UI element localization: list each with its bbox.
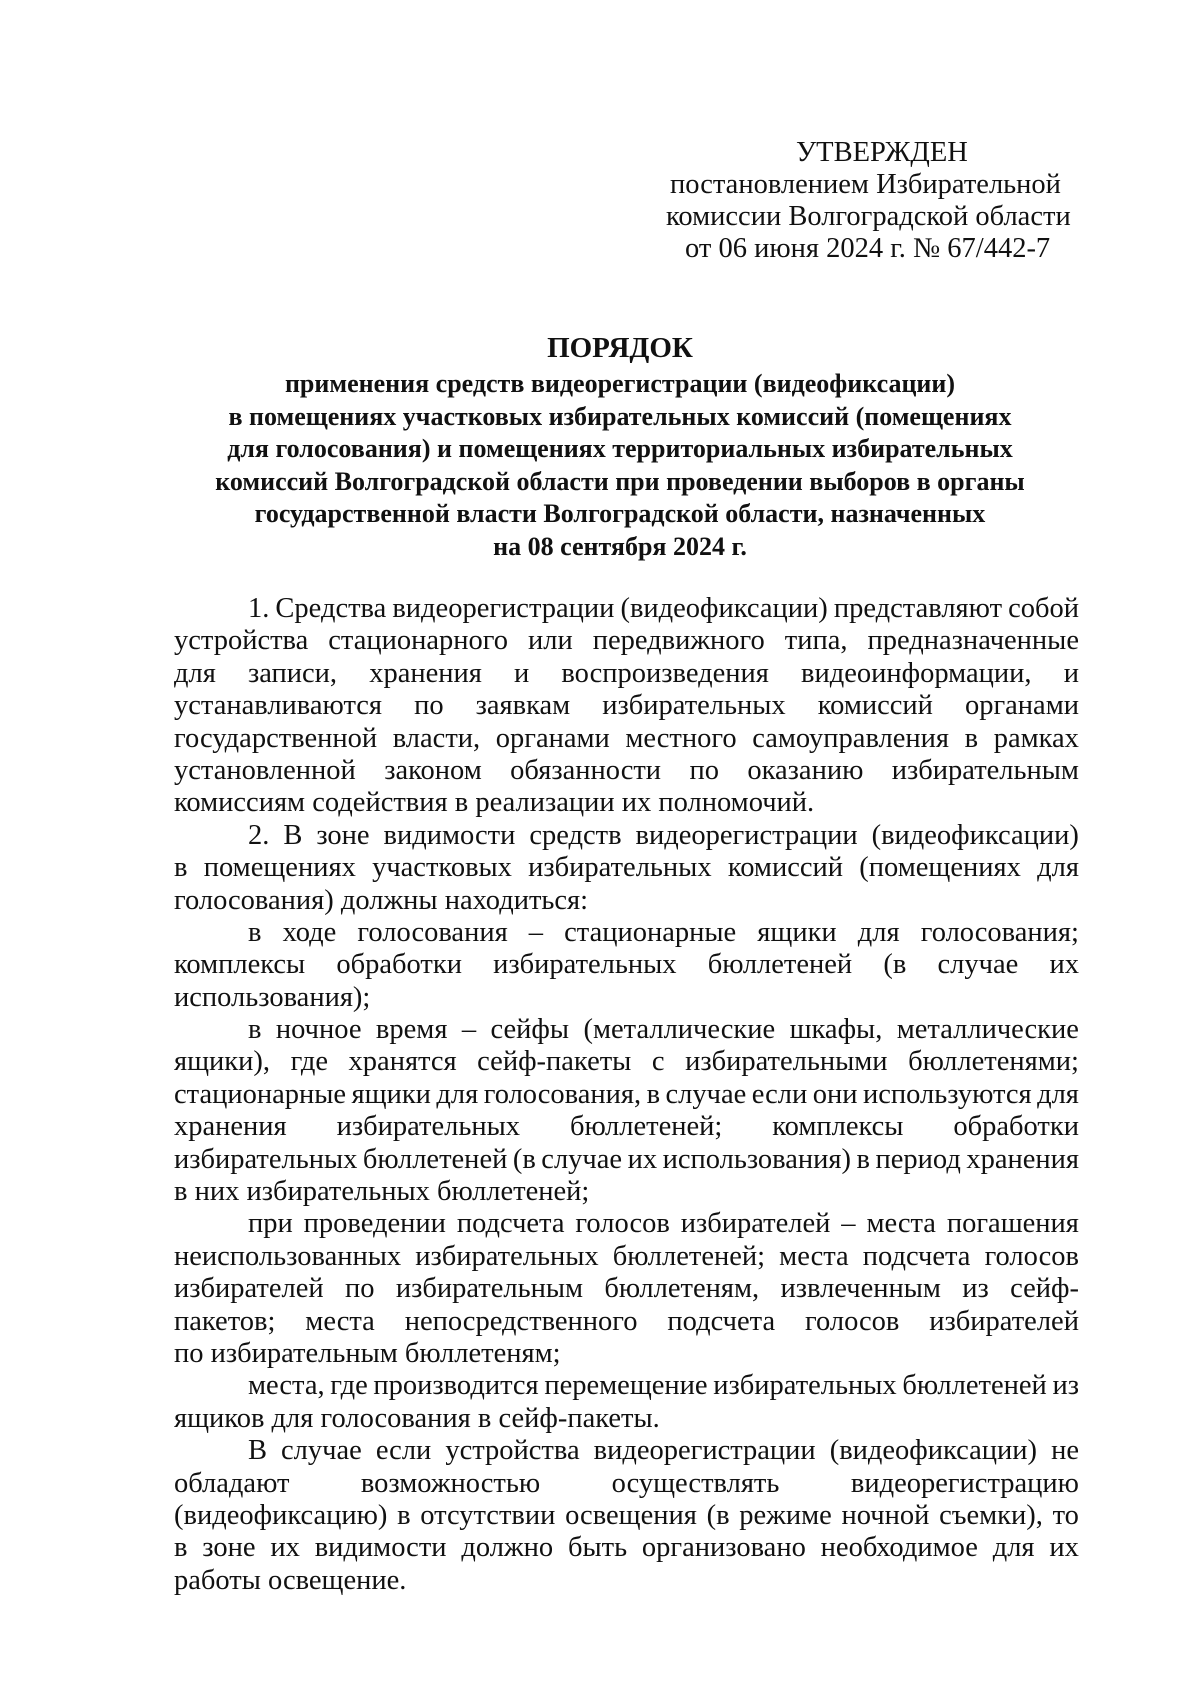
body-line: 2. В зоне видимости средств видеорегистрации (видеофиксации): [248, 819, 1079, 851]
body-line: (видеофиксацию) в отсутствии освещения (в режиме ночной съемки), то: [174, 1499, 1079, 1531]
body-line: устройства стационарного или передвижного типа, предназначенные: [174, 625, 1079, 657]
document-title-block: [170, 331, 1070, 563]
body-line: в помещениях участковых избирательных комиссий (помещениях для: [174, 852, 1079, 884]
approval-title: УТВЕРЖДЕН: [796, 137, 968, 168]
body-line: комиссиям содействия в реализации их полномочий.: [174, 787, 815, 819]
approval-line: постановлением Избирательной: [670, 169, 1061, 200]
approval-line: комиссии Волгоградской области: [666, 201, 1071, 232]
body-line: работы освещение.: [174, 1564, 407, 1596]
subtitle-line: для голосования) и помещениях территориальных избирательных: [227, 434, 1013, 463]
body-line: в ходе голосования – стационарные ящики для голосования;: [248, 916, 1079, 948]
body-line: в зоне их видимости должно быть организовано необходимое для их: [174, 1532, 1079, 1564]
body-line: В случае если устройства видеорегистрации (видеофиксации) не: [248, 1435, 1079, 1467]
body-line: установленной законом обязанности по оказанию избирательным: [174, 754, 1079, 786]
body-line: стационарные ящики для голосования, в случае если они используются для: [174, 1078, 1079, 1110]
subtitle-line: в помещениях участковых избирательных комиссий (помещениях: [228, 401, 1012, 431]
body-line: неиспользованных избирательных бюллетеней; места подсчета голосов: [174, 1240, 1079, 1272]
subtitle-line: комиссий Волгоградской области при проведении выборов в органы: [215, 466, 1025, 496]
document-body: [174, 593, 1079, 1597]
body-line: при проведении подсчета голосов избирателей – места погашения: [248, 1208, 1079, 1240]
body-line: использования);: [174, 981, 371, 1013]
approval-stamp-block: [666, 137, 1090, 265]
body-line: обладают возможностью осуществлять видеорегистрацию: [174, 1467, 1079, 1499]
body-line: по избирательным бюллетеням;: [174, 1337, 561, 1369]
body-line: устанавливаются по заявкам избирательных комиссий органами: [174, 690, 1079, 722]
body-line: пакетов; места непосредственного подсчета голосов избирателей: [174, 1305, 1079, 1337]
body-line: в ночное время – сейфы (металлические шкафы, металлические: [248, 1014, 1079, 1046]
body-line: 1. Средства видеорегистрации (видеофиксации) представляют собой: [248, 593, 1079, 624]
approval-date-number: от 06 июня 2024 г. № 67/442-7: [685, 233, 1051, 264]
document-subtitle: [170, 368, 1070, 563]
body-line: ящики), где хранятся сейф-пакеты с избирательными бюллетенями;: [174, 1046, 1079, 1078]
body-line: голосования) должны находиться:: [174, 884, 589, 916]
subtitle-line: применения средств видеорегистрации (видеофиксации): [284, 369, 956, 398]
body-line: в них избирательных бюллетеней;: [174, 1176, 590, 1208]
body-line: для записи, хранения и воспроизведения видеоинформации, и: [174, 657, 1079, 689]
document-heading: ПОРЯДОК: [547, 332, 693, 364]
body-line: ящиков для голосования в сейф-пакеты.: [174, 1402, 660, 1434]
body-line: государственной власти, органами местного самоуправления в рамках: [174, 722, 1079, 754]
body-line: избирательных бюллетеней (в случае их использования) в период хранения: [174, 1143, 1079, 1175]
body-line: места, где производится перемещение избирательных бюллетеней из: [248, 1370, 1079, 1402]
body-line: комплексы обработки избирательных бюллетеней (в случае их: [174, 949, 1079, 981]
subtitle-line: на 08 сентября 2024 г.: [493, 531, 747, 561]
body-line: избирателей по избирательным бюллетеням, извлеченным из сейф-: [174, 1273, 1079, 1305]
subtitle-line: государственной власти Волгоградской области, назначенных: [254, 499, 986, 528]
body-line: хранения избирательных бюллетеней; комплексы обработки: [174, 1111, 1079, 1143]
